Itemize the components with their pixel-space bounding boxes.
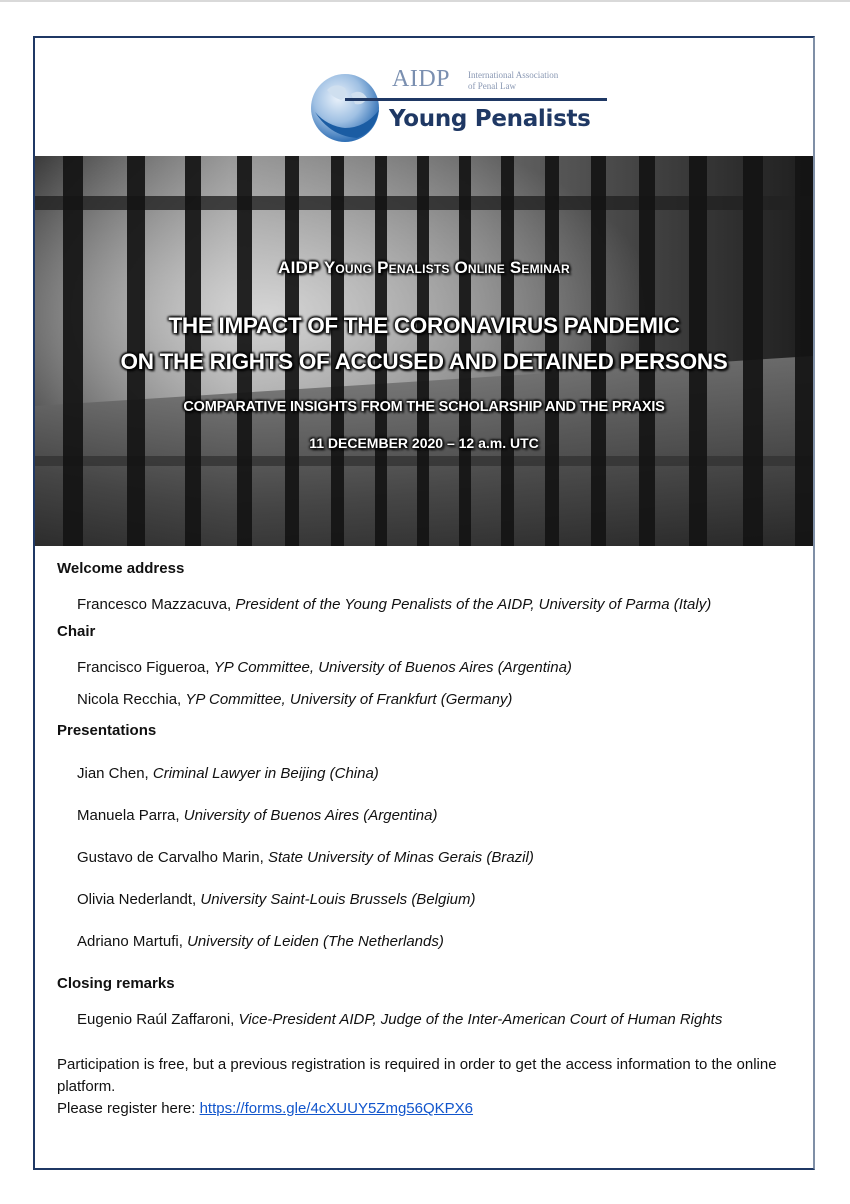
speaker-name: Nicola Recchia, [77, 691, 182, 708]
speaker-name: Jian Chen, [77, 765, 149, 782]
speaker-name: Olivia Nederlandt, [77, 891, 197, 908]
seminar-title [35, 308, 813, 380]
speaker-name: Francesco Mazzacuva, [77, 596, 232, 613]
speaker-line [77, 807, 437, 824]
speaker-name: Francisco Figueroa, [77, 659, 210, 676]
seminar-subtitle: AIDP Young Penalists Online Seminar [278, 258, 570, 277]
seminar-date: 11 DECEMBER 2020 – 12 a.m. UTC [309, 435, 539, 451]
flyer-page [33, 36, 815, 1170]
speaker-role: President of the Young Penalists of the AIDP, University of Parma (Italy) [235, 596, 712, 613]
speaker-role: State University of Minas Gerais (Brazil) [267, 849, 534, 866]
register-link[interactable]: https://forms.gle/4cXUUY5Zmg56QKPX6 [199, 1100, 474, 1117]
banner [35, 156, 813, 546]
speaker-name: Gustavo de Carvalho Marin, [77, 849, 264, 866]
presentations-heading: Presentations [57, 722, 157, 739]
chair-heading: Chair [57, 623, 96, 640]
aidp-logo [305, 58, 605, 148]
logo-divider [345, 98, 607, 101]
speaker-line [77, 596, 711, 613]
speaker-role: University of Buenos Aires (Argentina) [183, 807, 438, 824]
speaker-name: Adriano Martufi, [77, 933, 183, 950]
register-label: Please register here: [57, 1100, 196, 1117]
closing-heading: Closing remarks [57, 975, 175, 992]
globe-icon [305, 66, 385, 146]
speaker-role: University of Leiden (The Netherlands) [187, 933, 444, 950]
logo-assoc-line-2: of Penal Law [468, 81, 516, 91]
speaker-line [77, 765, 379, 782]
seminar-title-line-2: ON THE RIGHTS OF ACCUSED AND DETAINED PERSONS [120, 349, 728, 374]
logo-assoc-line-1: International Association [468, 70, 559, 80]
speaker-line [77, 1011, 722, 1028]
speaker-name: Eugenio Raúl Zaffaroni, [77, 1011, 235, 1028]
logo-young-penalists: Young Penalists [389, 106, 591, 132]
speaker-role: YP Committee, University of Frankfurt (Germany) [185, 691, 513, 708]
top-divider [0, 0, 850, 2]
speaker-role: Criminal Lawyer in Beijing (China) [152, 765, 379, 782]
seminar-title-line-1: THE IMPACT OF THE CORONAVIRUS PANDEMIC [168, 313, 680, 338]
seminar-comparative-subtitle: COMPARATIVE INSIGHTS FROM THE SCHOLARSHIP AND THE PRAXIS [183, 399, 665, 415]
logo-aidp-text: AIDP [392, 66, 451, 92]
welcome-heading: Welcome address [57, 560, 185, 577]
speaker-line [77, 849, 534, 866]
speaker-line [77, 891, 476, 908]
speaker-name: Manuela Parra, [77, 807, 180, 824]
logo-association-text [468, 70, 608, 92]
speaker-role: YP Committee, University of Buenos Aires (Argentina) [213, 659, 572, 676]
register-line [57, 1098, 797, 1120]
speaker-role: Vice-President AIDP, Judge of the Inter-American Court of Human Rights [238, 1011, 723, 1028]
speaker-line [77, 691, 512, 708]
speaker-role: University Saint-Louis Brussels (Belgium) [200, 891, 476, 908]
speaker-line [77, 933, 444, 950]
participation-note: Participation is free, but a previous registration is required in order to get the access information to the online platform. [57, 1056, 777, 1095]
speaker-line [77, 659, 572, 676]
